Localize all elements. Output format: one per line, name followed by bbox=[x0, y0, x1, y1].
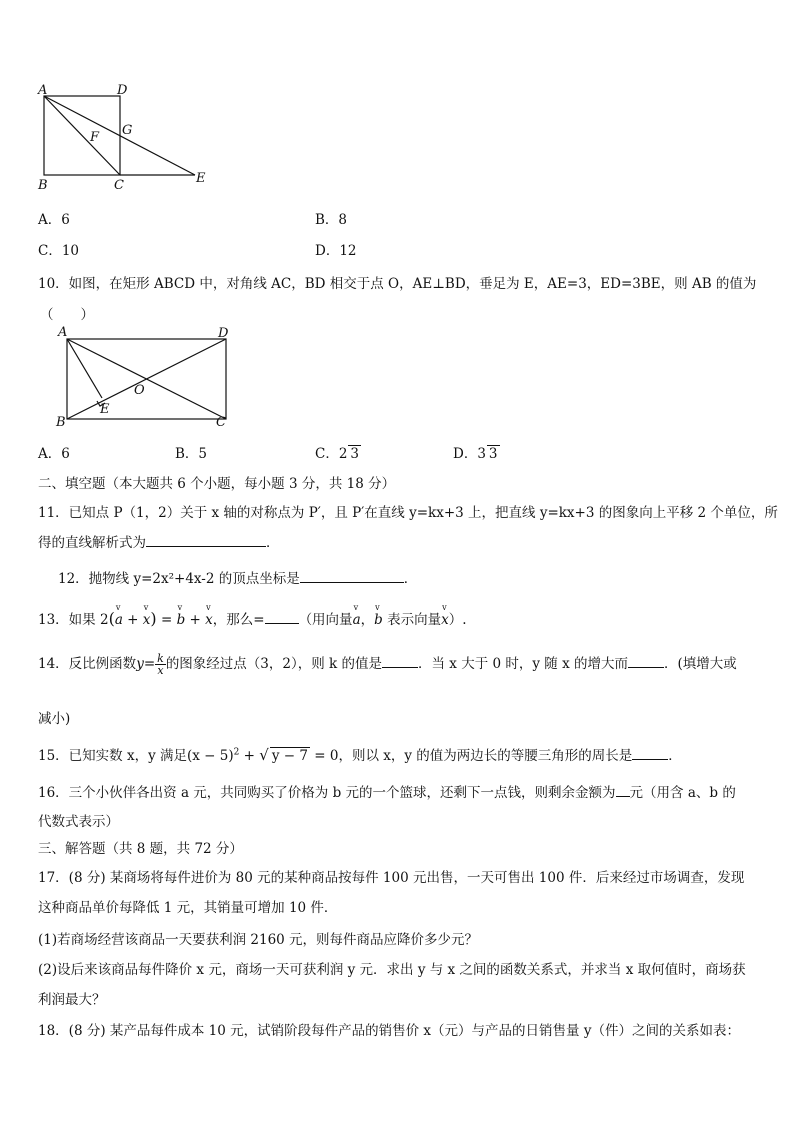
q17-part2-line1: (2)设后来该商品每件降价 x 元，商场一天可获利润 y 元．求出 y 与 x 之间的函数关系式，并求当 x 取何值时，商场获 bbox=[38, 962, 746, 978]
q14-line1: 14．反比例函数y= $\frac{k}{x}$ 的图象经过点（3，2），则 k 的值是 ．当 x 大于 0 时，y 随 x 的增大而 ．(填增大或 bbox=[38, 652, 737, 677]
sqrt-3-d: 3 bbox=[488, 446, 498, 462]
label-a: A bbox=[38, 83, 48, 98]
label-e: E bbox=[196, 171, 206, 186]
section3-title: 三、解答题（共 8 题，共 72 分） bbox=[38, 841, 243, 857]
label-c: C bbox=[114, 178, 124, 192]
q13: 13．如果 2(v a + v x) = v b + v x，那么= （用向量v a，v b 表示向量v x）. bbox=[38, 608, 467, 628]
q9-option-b: B．8 bbox=[315, 212, 348, 228]
diagonal-ac bbox=[44, 96, 120, 175]
q10-option-c: C．2 3 bbox=[315, 446, 360, 462]
label-g: G bbox=[122, 123, 133, 138]
q14-answer-blank-1 bbox=[382, 655, 418, 668]
q10-answer-paren: （ ） bbox=[40, 307, 94, 323]
q11-answer-blank bbox=[146, 534, 266, 547]
label-f: F bbox=[90, 130, 100, 145]
q16-answer-blank bbox=[616, 784, 630, 797]
q13-answer-blank bbox=[265, 611, 299, 624]
q12: 12．抛物线 y=2x²+4x-2 的顶点坐标是 ． bbox=[58, 571, 418, 587]
q16-line1: 16．三个小伙伴各出资 a 元，共同购买了价格为 b 元的一个篮球，还剩下一点钱，则剩余金额为 元（用含 a、b 的 bbox=[38, 785, 736, 801]
q18-line1: 18．(8 分) 某产品每件成本 10 元，试销阶段每件产品的销售价 x（元）与产品的日销售量 y（件）之间的关系如表： bbox=[38, 1023, 740, 1039]
figure-square-diagram bbox=[30, 82, 220, 192]
figure-rectangle-diagram bbox=[50, 322, 240, 432]
q10-line1: 10．如图，在矩形 ABCD 中，对角线 AC，BD 相交于点 O，AE⊥BD，垂足为 E，AE=3，ED=3BE，则 AB 的值为 bbox=[38, 276, 757, 292]
q12-answer-blank bbox=[300, 570, 404, 583]
label-d: D bbox=[218, 326, 229, 341]
q11-line1: 11．已知点 P（1，2）关于 x 轴的对称点为 P′，且 P′在直线 y=kx+3 上，把直线 y=kx+3 的图象向上平移 2 个单位，所 bbox=[38, 505, 778, 521]
q10-option-d: D．3 3 bbox=[453, 446, 498, 462]
q9-option-c: C．10 bbox=[38, 243, 80, 259]
q9-option-d: D．12 bbox=[315, 243, 357, 259]
label-b: B bbox=[56, 415, 66, 430]
label-o: O bbox=[134, 383, 145, 398]
label-a: A bbox=[58, 325, 68, 340]
section2-title: 二、填空题（本大题共 6 个小题，每小题 3 分，共 18 分） bbox=[38, 476, 396, 492]
q17-line2: 这种商品单价每降低 1 元，其销量可增加 10 件． bbox=[38, 900, 338, 916]
fraction-k-over-x: $\frac{k}{x}$ bbox=[157, 652, 164, 677]
q10-option-b: B．5 bbox=[175, 446, 208, 462]
q17-line1: 17．(8 分) 某商场将每件进价为 80 元的某种商品按每件 100 元出售，一天可售出 100 件．后来经过市场调查，发现 bbox=[38, 870, 745, 886]
q17-part1: (1)若商场经营该商品一天要获利润 2160 元，则每件商品应降价多少元？ bbox=[38, 932, 479, 948]
q10-option-a: A．6 bbox=[38, 446, 70, 462]
q14-line2: 减小) bbox=[38, 711, 71, 727]
q11-line2: 得的直线解析式为 ． bbox=[38, 535, 280, 551]
label-b: B bbox=[38, 178, 48, 192]
label-e: E bbox=[100, 402, 110, 417]
q9-option-a: A．6 bbox=[38, 212, 70, 228]
label-c: C bbox=[216, 415, 226, 430]
label-d: D bbox=[117, 83, 128, 98]
q16-line2: 代数式表示） bbox=[38, 814, 119, 830]
q15-answer-blank bbox=[632, 747, 668, 760]
q17-part2-line2: 利润最大？ bbox=[38, 992, 106, 1008]
sqrt-3-c: 3 bbox=[350, 446, 360, 462]
q14-answer-blank-2 bbox=[628, 655, 664, 668]
q15: 15．已知实数 x，y 满足$(x - 5)^2$ + √ y − 7 = 0，则以 x，y 的值为两边长的等腰三角形的周长是 ． bbox=[38, 746, 682, 764]
